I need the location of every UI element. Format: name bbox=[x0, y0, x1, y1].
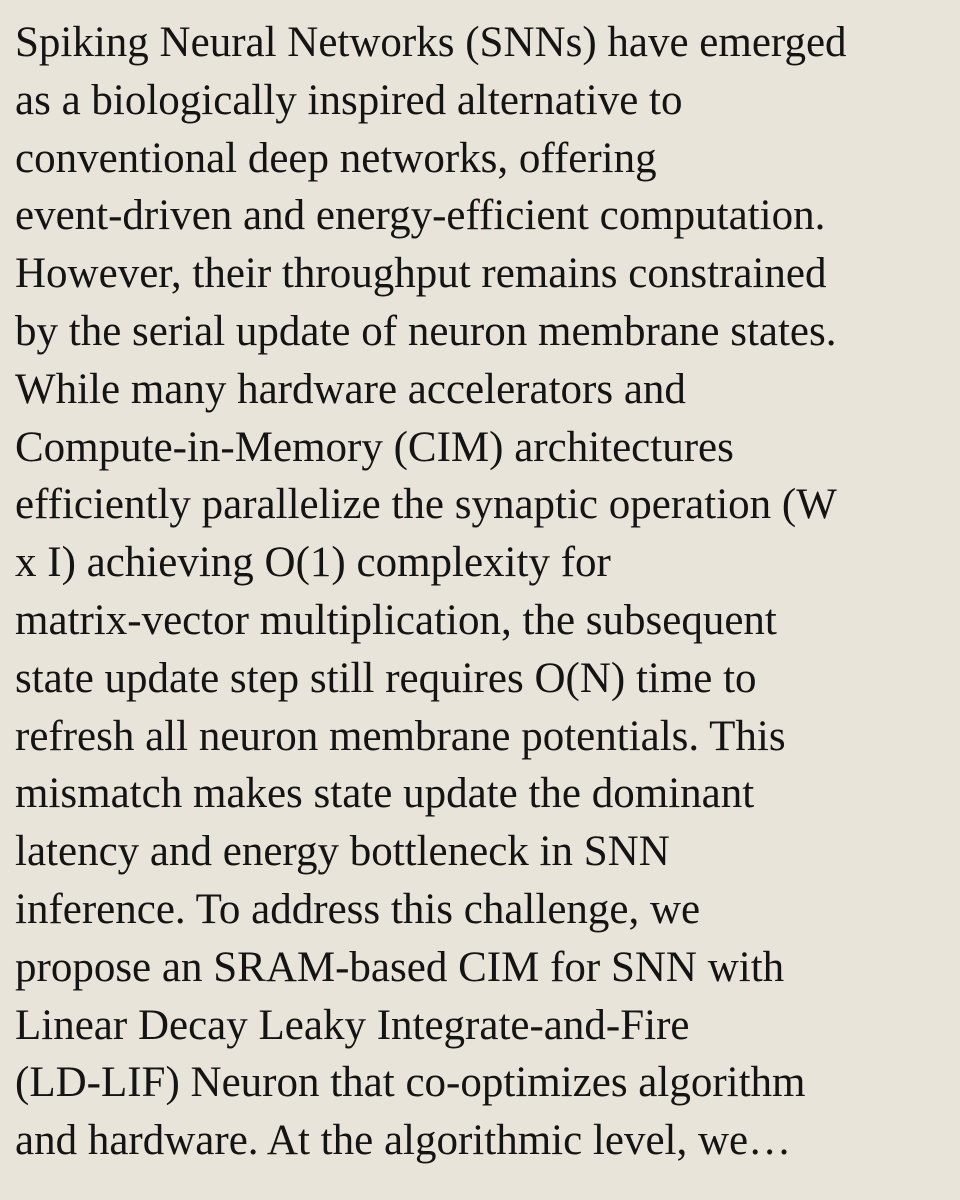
abstract-line: by the serial update of neuron membrane states. bbox=[15, 307, 837, 355]
abstract-line: x I) achieving O(1) complexity for bbox=[15, 539, 611, 587]
abstract-line: mismatch makes state update the dominant bbox=[15, 770, 755, 818]
abstract-line: latency and energy bottleneck in SNN bbox=[15, 828, 670, 876]
abstract-line: propose an SRAM-based CIM for SNN with bbox=[15, 943, 785, 991]
abstract-line: matrix-vector multiplication, the subsequent bbox=[15, 596, 777, 644]
abstract-line: as a biologically inspired alternative to bbox=[15, 76, 683, 124]
abstract-line: However, their throughput remains constrained bbox=[15, 250, 827, 298]
abstract-line: refresh all neuron membrane potentials. This bbox=[15, 712, 786, 760]
abstract-line: Compute-in-Memory (CIM) architectures bbox=[15, 423, 734, 471]
abstract-line: state update step still requires O(N) time to bbox=[15, 654, 757, 702]
abstract-line: Spiking Neural Networks (SNNs) have emerged bbox=[15, 19, 847, 66]
abstract-line: While many hardware accelerators and bbox=[15, 365, 686, 413]
abstract-line: and hardware. At the algorithmic level, we… bbox=[15, 1117, 792, 1165]
abstract-line: Linear Decay Leaky Integrate-and-Fire bbox=[15, 1001, 690, 1049]
abstract-line: conventional deep networks, offering bbox=[15, 134, 657, 182]
abstract-text-block bbox=[15, 14, 952, 1170]
abstract-line: event-driven and energy-efficient computation. bbox=[15, 192, 826, 240]
abstract-line: efficiently parallelize the synaptic operation (W bbox=[15, 481, 837, 529]
abstract-line: inference. To address this challenge, we bbox=[15, 885, 701, 933]
abstract-line: (LD-LIF) Neuron that co-optimizes algorithm bbox=[15, 1059, 806, 1107]
